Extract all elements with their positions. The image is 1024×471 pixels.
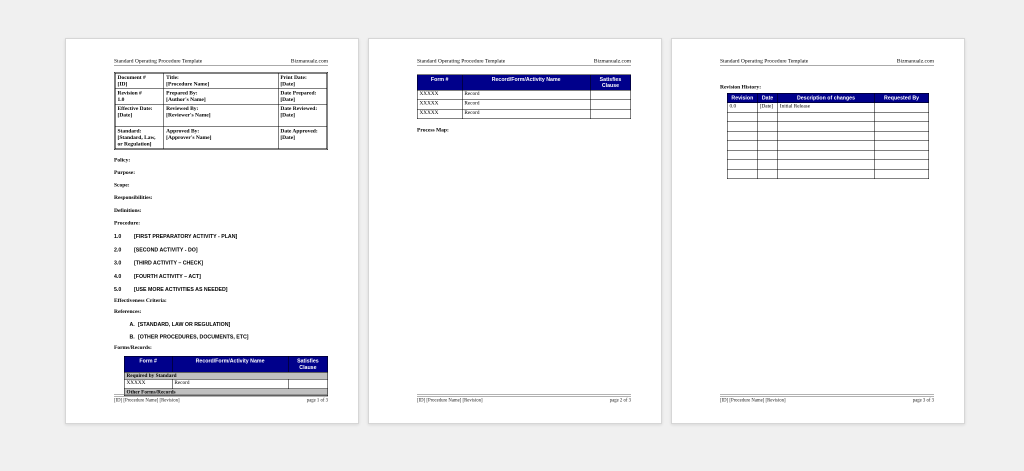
heading-definitions: Definitions: (114, 207, 142, 214)
table-row (727, 131, 929, 141)
table-cell: 0.0 (727, 103, 757, 113)
section-band-row (124, 372, 328, 379)
step-number: 4.0 (114, 273, 122, 280)
table-cell (874, 160, 928, 170)
column-header: Satisfies Clause (288, 356, 328, 372)
page-footer (114, 395, 328, 404)
header-title: Standard Operating Procedure Template (720, 58, 809, 64)
table-cell: Reviewed By: [Reviewer's Name] (164, 104, 278, 127)
page-footer (417, 395, 631, 404)
step-number: 3.0 (114, 260, 122, 267)
table-cell (757, 122, 777, 132)
table-cell (727, 131, 757, 141)
footer-rule (417, 395, 631, 397)
table-cell (778, 169, 875, 179)
heading-scope: Scope: (114, 182, 130, 189)
table-cell (778, 160, 875, 170)
table-cell: Date Reviewed: [Date] (278, 104, 327, 127)
table-row (115, 104, 327, 127)
table-cell (757, 160, 777, 170)
section-band-label: Other Forms/Records (124, 389, 328, 396)
footer-page-number: page 2 of 3 (609, 398, 631, 403)
table-row (115, 89, 327, 104)
table-row (115, 73, 327, 88)
column-header: Satisfies Clause (590, 75, 631, 91)
procedure-step (114, 273, 328, 279)
footer-document-id: [ID] [Procedure Name] [Revision] (114, 398, 180, 403)
table-row (727, 150, 929, 160)
reference-item (130, 334, 329, 340)
header-site: Bizmanualz.com (593, 58, 631, 64)
table-cell (757, 169, 777, 179)
footer-rule (720, 395, 934, 397)
table-cell (757, 112, 777, 122)
procedure-step (114, 247, 328, 253)
table-cell: Prepared By: [Author's Name] (164, 89, 278, 104)
title-block-table (114, 72, 328, 150)
column-header: Revision (727, 93, 757, 103)
table-cell: Document # [ID] (115, 73, 164, 88)
column-header: Form # (417, 75, 462, 91)
procedure-step (114, 233, 328, 239)
heading-forms-records: Forms/Records: (114, 344, 152, 351)
table-cell: Date Approved: [Date] (278, 127, 327, 149)
table-cell (727, 160, 757, 170)
footer-rule (114, 395, 328, 397)
document-page-1 (65, 38, 359, 424)
section-band-label: Required by Standard (124, 372, 328, 379)
step-text: [FIRST PREPARATORY ACTIVITY - PLAN] (134, 233, 238, 240)
column-header: Date (757, 93, 777, 103)
table-cell (874, 141, 928, 151)
table-cell: Record (172, 379, 288, 389)
table-cell (778, 131, 875, 141)
page-footer (720, 395, 934, 404)
table-row (417, 109, 631, 119)
table-cell (874, 122, 928, 132)
procedure-step (114, 287, 328, 293)
heading-policy: Policy: (114, 156, 131, 163)
heading-effectiveness: Effectiveness Criteria: (114, 297, 167, 304)
header-site: Bizmanualz.com (290, 58, 328, 64)
table-cell (874, 112, 928, 122)
table-cell: Record (462, 100, 590, 110)
table-cell: Date Prepared: [Date] (278, 89, 327, 104)
reference-item (130, 322, 329, 328)
table-cell (727, 141, 757, 151)
table-cell (778, 141, 875, 151)
page-header (114, 58, 328, 66)
reference-letter: B. (129, 334, 135, 341)
procedure-step (114, 260, 328, 266)
table-cell (590, 100, 631, 110)
footer-page-number: page 1 of 3 (306, 398, 328, 403)
table-cell (757, 141, 777, 151)
column-header: Requested By (874, 93, 928, 103)
table-cell (757, 150, 777, 160)
header-title: Standard Operating Procedure Template (114, 58, 203, 64)
table-cell: [Date] (757, 103, 777, 113)
heading-procedure: Procedure: (114, 219, 141, 226)
table-header-row (124, 356, 328, 372)
reference-text: [STANDARD, LAW OR REGULATION] (138, 321, 231, 328)
table-header-row (417, 75, 631, 91)
table-cell: Title: [Procedure Name] (164, 73, 278, 88)
table-cell (590, 90, 631, 100)
footer-page-number: page 3 of 3 (912, 398, 934, 403)
heading-purpose: Purpose: (114, 169, 136, 176)
forms-records-table (417, 75, 631, 120)
table-cell (874, 103, 928, 113)
table-row (727, 103, 929, 113)
table-cell (874, 169, 928, 179)
page-header (417, 58, 631, 66)
column-header: Form # (124, 356, 172, 372)
table-cell (727, 169, 757, 179)
table-cell (757, 131, 777, 141)
heading-process-map: Process Map: (417, 127, 449, 134)
footer-document-id: [ID] [Procedure Name] [Revision] (720, 398, 786, 403)
step-number: 2.0 (114, 246, 122, 253)
step-number: 5.0 (114, 286, 122, 293)
table-cell (727, 150, 757, 160)
document-page-2 (368, 38, 662, 424)
reference-text: [OTHER PROCEDURES, DOCUMENTS, ETC] (138, 334, 249, 341)
table-row (727, 160, 929, 170)
step-text: [USE MORE ACTIVITIES AS NEEDED] (134, 286, 228, 293)
table-cell (288, 379, 328, 389)
forms-records-table (124, 356, 328, 396)
footer-document-id: [ID] [Procedure Name] [Revision] (417, 398, 483, 403)
table-row (124, 379, 328, 389)
table-cell (874, 150, 928, 160)
table-row (417, 100, 631, 110)
table-cell: Effective Date: [Date] (115, 104, 164, 127)
heading-revision-history: Revision History: (720, 84, 762, 90)
reference-letter: A. (129, 321, 135, 328)
table-row (727, 141, 929, 151)
step-text: [SECOND ACTIVITY - DO] (134, 246, 198, 253)
step-text: [FOURTH ACTIVITY – ACT] (134, 273, 201, 280)
table-cell (727, 122, 757, 132)
column-header: Record/Form/Activity Name (462, 75, 590, 91)
table-cell: Record (462, 90, 590, 100)
table-row (727, 122, 929, 132)
table-cell (727, 112, 757, 122)
table-row (727, 112, 929, 122)
heading-references: References: (114, 308, 142, 315)
document-page-3 (671, 38, 965, 424)
table-cell: Initial Release (778, 103, 875, 113)
header-title: Standard Operating Procedure Template (417, 58, 506, 64)
table-cell (874, 131, 928, 141)
table-row (417, 90, 631, 100)
table-cell (778, 122, 875, 132)
table-cell: Approved By: [Approver's Name] (164, 127, 278, 149)
table-row (115, 127, 327, 149)
table-cell: XXXXX (417, 100, 462, 110)
table-cell (778, 150, 875, 160)
page-header (720, 58, 934, 66)
table-header-row (727, 93, 929, 103)
table-cell (590, 109, 631, 119)
column-header: Description of changes (778, 93, 875, 103)
revision-history-table (727, 93, 929, 179)
table-cell: XXXXX (417, 109, 462, 119)
table-cell: Standard: [Standard, Law, or Regulation] (115, 127, 164, 149)
table-cell: Revision # 1.0 (115, 89, 164, 104)
heading-responsibilities: Responsibilities: (114, 194, 153, 201)
header-site: Bizmanualz.com (896, 58, 934, 64)
step-number: 1.0 (114, 233, 122, 240)
table-row (727, 169, 929, 179)
step-text: [THIRD ACTIVITY – CHECK] (134, 260, 204, 267)
table-cell: XXXXX (417, 90, 462, 100)
table-cell: Record (462, 109, 590, 119)
table-cell: Print Date: [Date] (278, 73, 327, 88)
column-header: Record/Form/Activity Name (172, 356, 288, 372)
table-cell: XXXXX (124, 379, 172, 389)
table-cell (778, 112, 875, 122)
